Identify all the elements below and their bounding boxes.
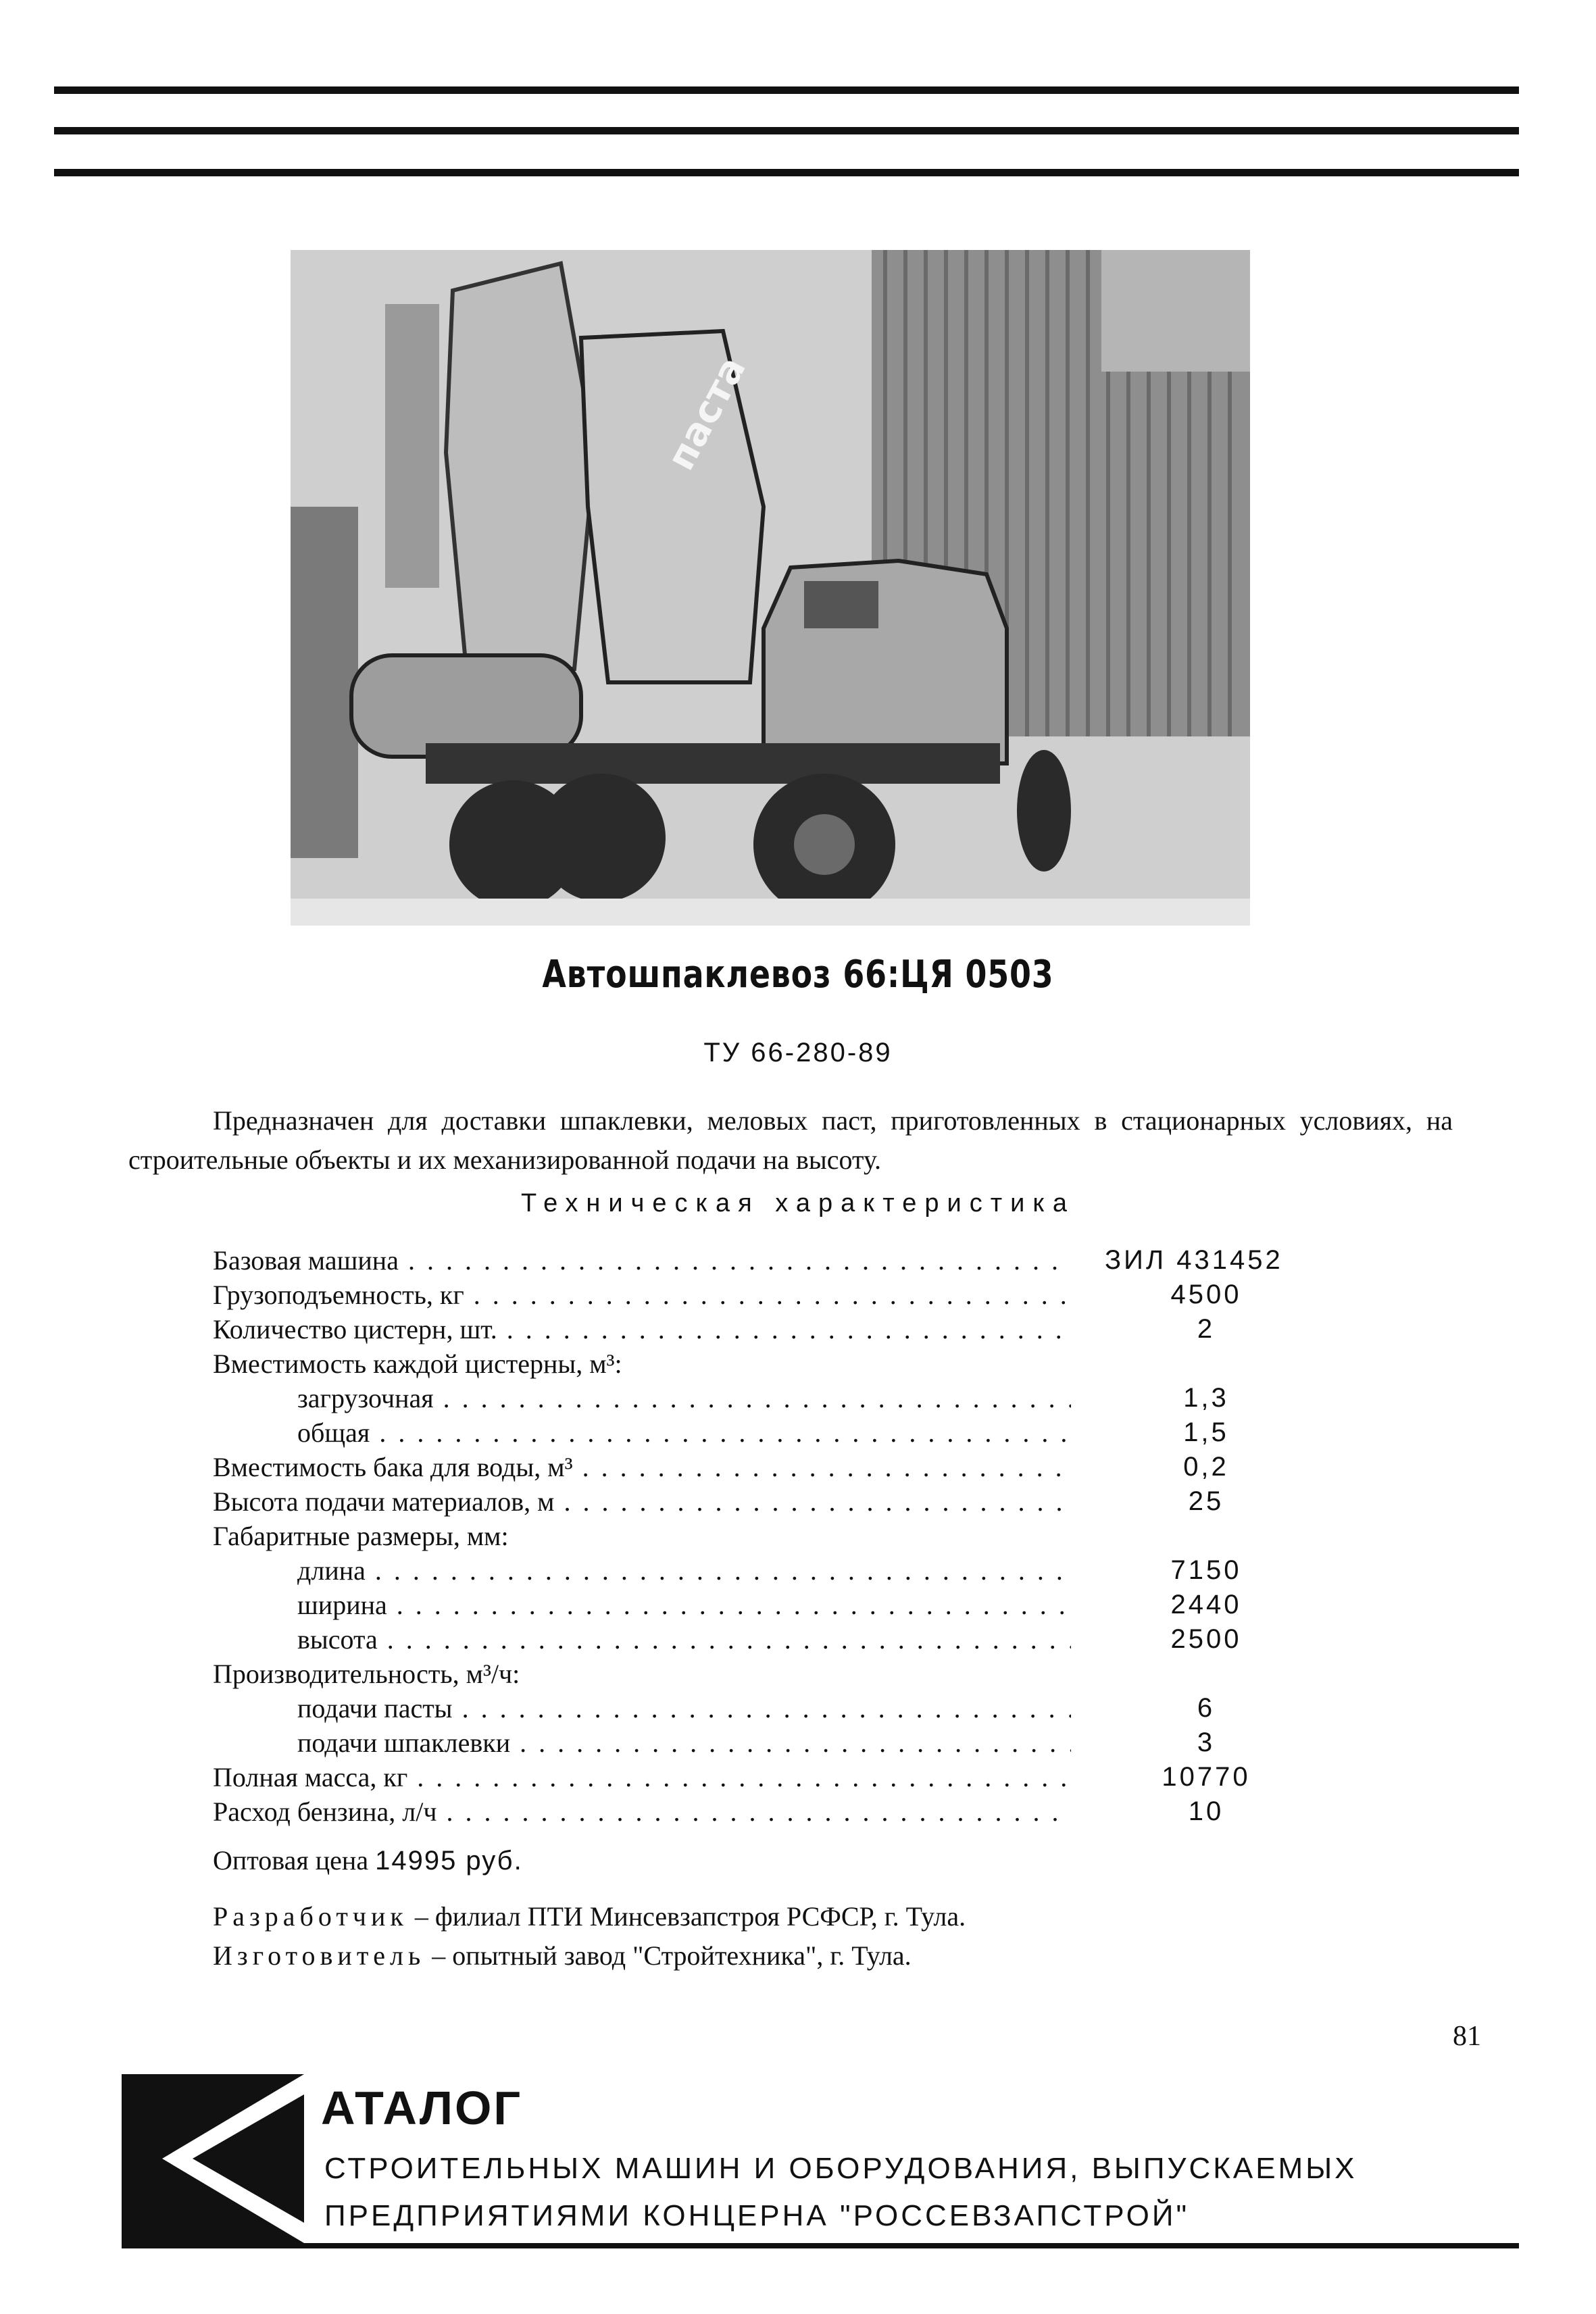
page-number: 81 xyxy=(1453,2021,1481,2052)
spec-row xyxy=(213,1553,1362,1588)
catalog-k-logo xyxy=(122,2074,304,2243)
spec-label: Производительность, м³/ч: xyxy=(213,1659,520,1689)
spec-group-header xyxy=(213,1519,1362,1553)
spec-label: Количество цистерн, шт. . . . xyxy=(213,1312,1071,1347)
developer-role: Разработчик xyxy=(213,1901,408,1932)
spec-row xyxy=(213,1278,1362,1312)
spec-value: 2440 xyxy=(1170,1590,1242,1619)
price-value: 14995 руб. xyxy=(375,1846,523,1876)
spec-row xyxy=(213,1312,1362,1347)
catalog-subtitle-2: ПРЕДПРИЯТИЯМИ КОНЦЕРНА "РОССЕВЗАПСТРОЙ" xyxy=(324,2199,1190,2232)
spec-row xyxy=(213,1726,1362,1760)
svg-text:паста: паста xyxy=(658,349,755,478)
spec-value: 6 xyxy=(1197,1693,1216,1723)
spec-label: Полная масса, кг . . . xyxy=(213,1760,1071,1794)
spec-value: 10 xyxy=(1188,1796,1224,1826)
product-title: Автошпаклевоз 66:ЦЯ 0503 xyxy=(542,953,1054,997)
top-rule-2 xyxy=(54,127,1519,134)
spec-row xyxy=(213,1450,1362,1484)
spec-value: 2 xyxy=(1197,1314,1216,1344)
spec-value: 0,2 xyxy=(1183,1452,1229,1482)
spec-value: ЗИЛ 431452 xyxy=(1105,1245,1283,1275)
purpose-paragraph: Предназначен для доставки шпаклевки, меловых паст, приготовленных в стационарных условиях, на строительные объекты и их механизированной подачи на высоту. xyxy=(128,1105,1453,1175)
spec-row xyxy=(213,1794,1362,1829)
spec-label: длина . . . xyxy=(297,1553,1071,1588)
spec-value: 25 xyxy=(1188,1486,1224,1516)
spec-value: 3 xyxy=(1197,1728,1216,1757)
developer-text: – филиал ПТИ Минсевзапстроя РСФСР, г. Тула. xyxy=(414,1901,966,1932)
spec-row xyxy=(213,1484,1362,1519)
maker-line xyxy=(213,1936,966,1976)
spec-value: 10770 xyxy=(1162,1762,1251,1792)
price-label: Оптовая цена xyxy=(213,1845,369,1876)
credits xyxy=(213,1897,966,1976)
spec-row xyxy=(213,1243,1362,1278)
spec-group-header xyxy=(213,1347,1362,1381)
top-rule-3 xyxy=(54,169,1519,176)
specs-heading: Техническая характеристика xyxy=(521,1189,1075,1217)
spec-row xyxy=(213,1381,1362,1415)
spec-label: подачи пасты . . . xyxy=(297,1691,1071,1726)
spec-row xyxy=(213,1760,1362,1794)
catalog-title: АТАЛОГ xyxy=(321,2082,523,2134)
truck-photo xyxy=(291,250,1250,926)
spec-label: высота . . . xyxy=(297,1622,1071,1657)
specs-table xyxy=(213,1243,1362,1829)
wholesale-price xyxy=(213,1844,523,1876)
spec-row xyxy=(213,1691,1362,1726)
spec-value: 1,5 xyxy=(1183,1417,1229,1447)
spec-label: Расход бензина, л/ч . . . xyxy=(213,1794,1071,1829)
maker-text: – опытный завод "Стройтехника", г. Тула. xyxy=(432,1940,912,1971)
spec-value: 1,3 xyxy=(1183,1383,1229,1413)
spec-group-header xyxy=(213,1657,1362,1691)
spec-row xyxy=(213,1622,1362,1657)
spec-label: Базовая машина . . . xyxy=(213,1243,1071,1278)
spec-label: Высота подачи материалов, м . . . xyxy=(213,1484,1071,1519)
developer-line xyxy=(213,1897,966,1936)
spec-label: Вместимость бака для воды, м³ . . . xyxy=(213,1450,1071,1484)
spec-value: 2500 xyxy=(1170,1624,1242,1654)
spec-value: 4500 xyxy=(1170,1280,1242,1309)
spec-label: ширина . . . xyxy=(297,1588,1071,1622)
spec-label: подачи шпаклевки . . . xyxy=(297,1726,1071,1760)
top-rule-1 xyxy=(54,86,1519,94)
maker-role: Изготовитель xyxy=(213,1940,426,1971)
spec-label: Габаритные размеры, мм: xyxy=(213,1521,509,1551)
spec-label: общая . . . xyxy=(297,1415,1071,1450)
spec-row xyxy=(213,1588,1362,1622)
catalog-subtitle-1: СТРОИТЕЛЬНЫХ МАШИН И ОБОРУДОВАНИЯ, ВЫПУСКАЕМЫХ xyxy=(324,2152,1357,2185)
spec-value: 7150 xyxy=(1170,1555,1242,1585)
spec-label: Грузоподъемность, кг . . . xyxy=(213,1278,1071,1312)
bottom-rule xyxy=(122,2243,1519,2248)
spec-label: загрузочная . . . xyxy=(297,1381,1071,1415)
spec-row xyxy=(213,1415,1362,1450)
technical-standard: ТУ 66-280-89 xyxy=(703,1038,893,1067)
spec-label: Вместимость каждой цистерны, м³: xyxy=(213,1349,622,1379)
